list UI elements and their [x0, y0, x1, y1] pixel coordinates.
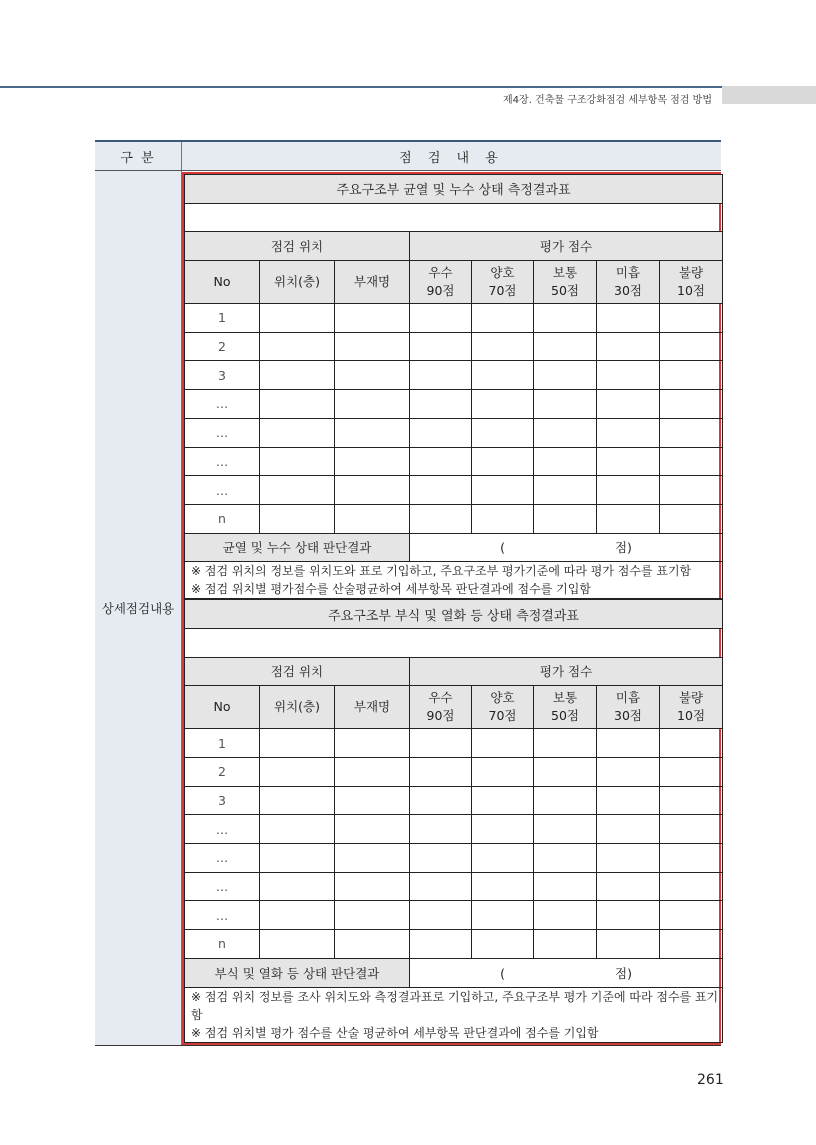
row-number: 3 [185, 361, 260, 390]
entry-cell [260, 872, 335, 901]
entry-cell [335, 332, 410, 361]
entry-cell [660, 815, 723, 844]
measurement-box [182, 172, 721, 1045]
table-title: 주요구조부 균열 및 누수 상태 측정결과표 [185, 175, 723, 204]
entry-cell [534, 447, 597, 476]
entry-cell [472, 930, 534, 959]
entry-cell [534, 844, 597, 873]
table-row [185, 447, 723, 476]
table-row [185, 418, 723, 447]
entry-cell [335, 504, 410, 533]
entry-cell [260, 361, 335, 390]
entry-cell [660, 930, 723, 959]
entry-cell [410, 729, 472, 758]
grade-points: 50점 [551, 708, 579, 724]
column-header: 위치(층) [260, 261, 335, 304]
entry-cell [335, 815, 410, 844]
entry-cell [335, 872, 410, 901]
entry-cell [660, 872, 723, 901]
entry-cell [660, 729, 723, 758]
entry-cell [260, 390, 335, 419]
grade-header [660, 686, 723, 729]
table-row [185, 729, 723, 758]
entry-cell [660, 476, 723, 505]
table-row [185, 332, 723, 361]
grade-name: 미흡 [615, 265, 641, 281]
table-row [185, 504, 723, 533]
result-open: ( [500, 540, 505, 556]
entry-cell [472, 815, 534, 844]
entry-cell [410, 786, 472, 815]
result-close: 점) [614, 540, 632, 556]
entry-cell [534, 304, 597, 333]
note-line: ※ 점검 위치별 평가 점수를 산술 평균하여 세부항목 판단결과에 점수를 기입함 [191, 1025, 599, 1040]
result-value [410, 958, 723, 987]
result-label: 균열 및 누수 상태 판단결과 [185, 533, 410, 562]
grade-points: 10점 [677, 283, 705, 299]
entry-cell [472, 418, 534, 447]
entry-cell [260, 476, 335, 505]
note-block [185, 562, 723, 599]
entry-cell [260, 504, 335, 533]
result-label: 부식 및 열화 등 상태 판단결과 [185, 958, 410, 987]
entry-cell [660, 758, 723, 787]
entry-cell [472, 390, 534, 419]
grade-header [410, 261, 472, 304]
entry-cell [660, 447, 723, 476]
inspection-table [95, 140, 721, 1046]
entry-cell [260, 786, 335, 815]
entry-cell [410, 390, 472, 419]
entry-cell [597, 476, 660, 505]
grade-points: 30점 [614, 283, 642, 299]
blank-row [185, 628, 723, 657]
entry-cell [260, 901, 335, 930]
note-line: ※ 점검 위치별 평가점수를 산술평균하여 세부항목 판단결과에 점수를 기입함 [191, 582, 591, 597]
grade-points: 90점 [426, 708, 455, 724]
entry-cell [472, 504, 534, 533]
entry-cell [410, 872, 472, 901]
table-row [185, 901, 723, 930]
row-number: n [185, 930, 260, 959]
table-row [185, 476, 723, 505]
entry-cell [597, 786, 660, 815]
table-row [185, 361, 723, 390]
score-header: 평가 점수 [410, 232, 723, 261]
entry-cell [410, 504, 472, 533]
entry-cell [410, 418, 472, 447]
page-number: 261 [697, 1072, 724, 1088]
entry-cell [597, 304, 660, 333]
table-row [185, 815, 723, 844]
entry-cell [335, 476, 410, 505]
row-number: … [185, 476, 260, 505]
entry-cell [335, 901, 410, 930]
result-open: ( [500, 965, 506, 981]
entry-cell [410, 901, 472, 930]
grade-points: 30점 [614, 708, 642, 724]
entry-cell [660, 786, 723, 815]
entry-cell [534, 786, 597, 815]
grade-name: 미흡 [615, 690, 641, 706]
row-number: … [185, 447, 260, 476]
entry-cell [472, 786, 534, 815]
entry-cell [260, 815, 335, 844]
entry-cell [260, 447, 335, 476]
column-header: No [185, 686, 260, 729]
entry-cell [335, 304, 410, 333]
entry-cell [472, 872, 534, 901]
header-tab [722, 86, 816, 104]
result-close: 점) [615, 965, 632, 981]
column-header: 위치(층) [260, 686, 335, 729]
table-row [185, 872, 723, 901]
table-title: 주요구조부 부식 및 열화 등 상태 측정결과표 [185, 600, 723, 629]
entry-cell [260, 844, 335, 873]
note-line: ※ 점검 위치의 정보를 위치도와 표로 기입하고, 주요구조부 평가기준에 따라 평가 점수를 표기함 [191, 564, 692, 579]
entry-cell [534, 361, 597, 390]
grade-header [597, 261, 660, 304]
column-header: 부재명 [335, 261, 410, 304]
row-number: … [185, 872, 260, 901]
entry-cell [260, 332, 335, 361]
entry-cell [472, 901, 534, 930]
entry-cell [534, 930, 597, 959]
result-table [184, 599, 723, 1042]
header-rule [0, 86, 816, 88]
entry-cell [597, 872, 660, 901]
grade-header [410, 686, 472, 729]
grade-name: 불량 [678, 690, 704, 706]
entry-cell [660, 304, 723, 333]
entry-cell [410, 815, 472, 844]
entry-cell [335, 418, 410, 447]
grade-name: 양호 [490, 265, 515, 281]
entry-cell [597, 390, 660, 419]
grade-points: 70점 [488, 708, 517, 724]
table-row [185, 304, 723, 333]
entry-cell [472, 447, 534, 476]
entry-cell [472, 729, 534, 758]
grade-name: 우수 [428, 265, 453, 281]
entry-cell [534, 476, 597, 505]
row-number: 1 [185, 304, 260, 333]
row-number: 3 [185, 786, 260, 815]
entry-cell [260, 729, 335, 758]
entry-cell [335, 758, 410, 787]
entry-cell [660, 361, 723, 390]
entry-cell [335, 390, 410, 419]
entry-cell [660, 418, 723, 447]
grade-points: 90점 [426, 283, 455, 299]
measurement-section-2 [184, 599, 719, 1042]
entry-cell [260, 930, 335, 959]
entry-cell [410, 758, 472, 787]
result-value [410, 533, 723, 562]
entry-cell [472, 361, 534, 390]
grade-points: 10점 [677, 708, 706, 724]
table-row [185, 930, 723, 959]
entry-cell [534, 390, 597, 419]
grade-name: 불량 [678, 265, 704, 281]
entry-cell [260, 758, 335, 787]
blank-row [185, 203, 723, 232]
row-number: 2 [185, 332, 260, 361]
measurement-section-1 [184, 174, 719, 599]
entry-cell [260, 304, 335, 333]
grade-name: 우수 [428, 690, 453, 706]
entry-cell [335, 844, 410, 873]
entry-cell [660, 390, 723, 419]
entry-cell [534, 729, 597, 758]
grade-header [597, 686, 660, 729]
entry-cell [534, 418, 597, 447]
entry-cell [597, 930, 660, 959]
note-block [185, 987, 723, 1042]
column-header: No [185, 261, 260, 304]
row-number: … [185, 815, 260, 844]
result-table [184, 174, 723, 599]
score-header: 평가 점수 [410, 657, 723, 686]
grade-name: 양호 [490, 690, 515, 706]
entry-cell [534, 872, 597, 901]
entry-cell [534, 504, 597, 533]
row-number: … [185, 390, 260, 419]
grade-header [472, 261, 534, 304]
location-header: 점검 위치 [185, 657, 410, 686]
entry-cell [660, 332, 723, 361]
entry-cell [410, 476, 472, 505]
entry-cell [597, 418, 660, 447]
grade-header [534, 261, 597, 304]
entry-cell [660, 844, 723, 873]
grade-points: 50점 [551, 283, 579, 299]
table-row [185, 844, 723, 873]
entry-cell [335, 930, 410, 959]
entry-cell [335, 361, 410, 390]
entry-cell [597, 447, 660, 476]
entry-cell [472, 476, 534, 505]
category-header: 구 분 [95, 141, 182, 171]
entry-cell [410, 447, 472, 476]
entry-cell [534, 758, 597, 787]
entry-cell [597, 332, 660, 361]
entry-cell [660, 504, 723, 533]
entry-cell [534, 332, 597, 361]
entry-cell [410, 304, 472, 333]
table-row [185, 786, 723, 815]
entry-cell [472, 844, 534, 873]
entry-cell [597, 901, 660, 930]
entry-cell [534, 815, 597, 844]
grade-points: 70점 [488, 283, 517, 299]
entry-cell [335, 786, 410, 815]
row-number: n [185, 504, 260, 533]
grade-header [534, 686, 597, 729]
entry-cell [472, 304, 534, 333]
entry-cell [472, 332, 534, 361]
row-number: 2 [185, 758, 260, 787]
detail-content [182, 171, 722, 1046]
grade-header [472, 686, 534, 729]
entry-cell [410, 361, 472, 390]
detail-label: 상세점검내용 [95, 171, 182, 1046]
location-header: 점검 위치 [185, 232, 410, 261]
row-number: 1 [185, 729, 260, 758]
entry-cell [335, 447, 410, 476]
note-line: ※ 점검 위치 정보를 조사 위치도와 측정결과표로 기입하고, 주요구조부 평가 기준에 따라 점수를 표기함 [191, 989, 719, 1022]
entry-cell [410, 332, 472, 361]
entry-cell [597, 844, 660, 873]
entry-cell [260, 418, 335, 447]
content-header: 점 검 내 용 [182, 141, 722, 171]
grade-name: 보통 [552, 265, 578, 281]
row-number: … [185, 418, 260, 447]
entry-cell [410, 844, 472, 873]
row-number: … [185, 901, 260, 930]
entry-cell [410, 930, 472, 959]
entry-cell [597, 361, 660, 390]
entry-cell [597, 758, 660, 787]
entry-cell [335, 729, 410, 758]
column-header: 부재명 [335, 686, 410, 729]
entry-cell [597, 815, 660, 844]
entry-cell [534, 901, 597, 930]
grade-name: 보통 [552, 690, 578, 706]
entry-cell [472, 758, 534, 787]
entry-cell [597, 504, 660, 533]
entry-cell [660, 901, 723, 930]
chapter-title: 제4장. 건축물 구조강화점검 세부항목 점검 방법 [503, 95, 712, 106]
grade-header [660, 261, 723, 304]
table-row [185, 758, 723, 787]
entry-cell [597, 729, 660, 758]
row-number: … [185, 844, 260, 873]
table-row [185, 390, 723, 419]
